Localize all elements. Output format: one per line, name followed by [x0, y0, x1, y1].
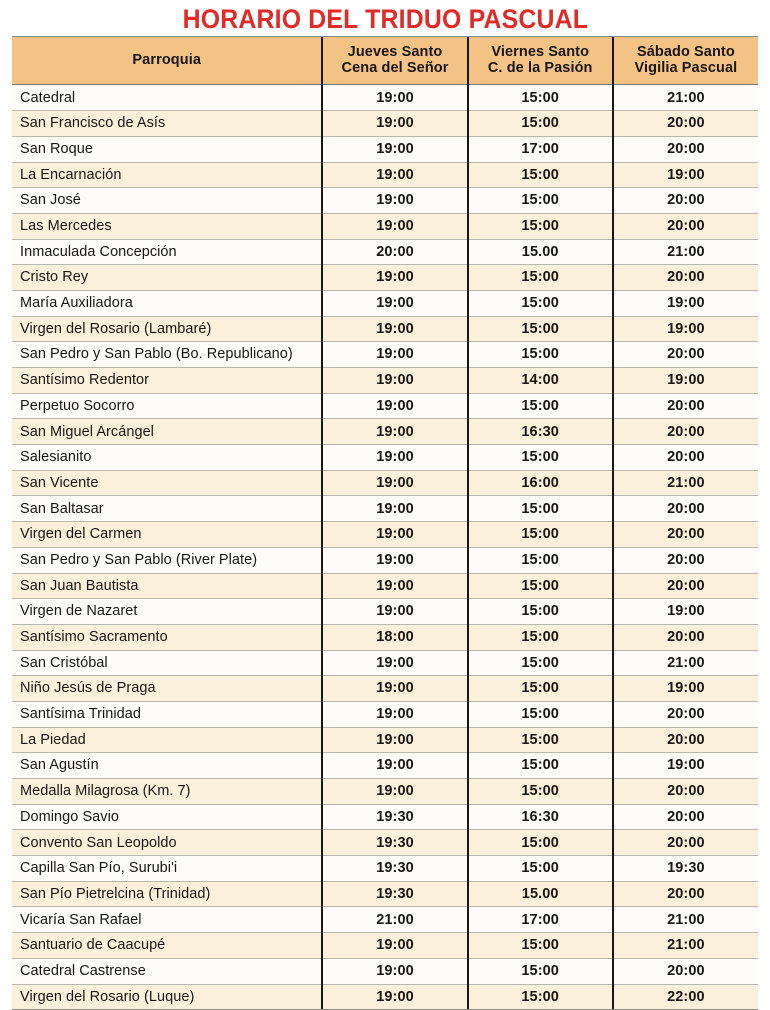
table-header: [12, 37, 758, 85]
cell-viernes-santo: 15:00: [468, 316, 613, 342]
cell-parroquia: La Encarnación: [12, 162, 322, 188]
table-row: [12, 470, 758, 496]
cell-jueves-santo: 19:00: [322, 393, 467, 419]
table-row: [12, 881, 758, 907]
cell-viernes-santo: 15:00: [468, 522, 613, 548]
cell-viernes-santo: 15:00: [468, 650, 613, 676]
cell-parroquia: Domingo Savio: [12, 804, 322, 830]
cell-viernes-santo: 15:00: [468, 984, 613, 1009]
table-row: [12, 779, 758, 805]
cell-jueves-santo: 19:30: [322, 804, 467, 830]
cell-viernes-santo: 15:00: [468, 188, 613, 214]
table-body: [12, 85, 758, 1009]
cell-sabado-santo: 20:00: [613, 727, 758, 753]
cell-parroquia: Catedral Castrense: [12, 958, 322, 984]
cell-parroquia: Santísimo Sacramento: [12, 624, 322, 650]
cell-parroquia: San Juan Bautista: [12, 573, 322, 599]
cell-viernes-santo: 15.00: [468, 239, 613, 265]
cell-viernes-santo: 15:00: [468, 933, 613, 959]
cell-sabado-santo: 19:00: [613, 368, 758, 394]
cell-parroquia: Santísima Trinidad: [12, 701, 322, 727]
cell-viernes-santo: 17:00: [468, 907, 613, 933]
cell-viernes-santo: 15:00: [468, 547, 613, 573]
table-row: [12, 804, 758, 830]
table-row: [12, 316, 758, 342]
cell-jueves-santo: 19:00: [322, 701, 467, 727]
cell-viernes-santo: 15:00: [468, 85, 613, 111]
table-row: [12, 368, 758, 394]
cell-viernes-santo: 14:00: [468, 368, 613, 394]
table-row: [12, 239, 758, 265]
page-title: HORARIO DEL TRIDUO PASCUAL: [182, 3, 588, 34]
cell-jueves-santo: 19:00: [322, 162, 467, 188]
table-row: [12, 958, 758, 984]
table-row: [12, 727, 758, 753]
cell-jueves-santo: 21:00: [322, 907, 467, 933]
cell-parroquia: Virgen de Nazaret: [12, 599, 322, 625]
cell-sabado-santo: 20:00: [613, 111, 758, 137]
cell-jueves-santo: 19:00: [322, 522, 467, 548]
cell-parroquia: Catedral: [12, 85, 322, 111]
cell-sabado-santo: 19:00: [613, 290, 758, 316]
table-row: [12, 650, 758, 676]
cell-parroquia: San Pedro y San Pablo (River Plate): [12, 547, 322, 573]
cell-parroquia: Inmaculada Concepción: [12, 239, 322, 265]
cell-sabado-santo: 20:00: [613, 136, 758, 162]
cell-parroquia: Cristo Rey: [12, 265, 322, 291]
table-row: [12, 547, 758, 573]
cell-sabado-santo: 20:00: [613, 393, 758, 419]
cell-sabado-santo: 19:00: [613, 599, 758, 625]
cell-sabado-santo: 20:00: [613, 830, 758, 856]
table-row: [12, 676, 758, 702]
column-header-parroquia: [12, 37, 322, 85]
title-bar: [0, 0, 770, 36]
table-row: [12, 342, 758, 368]
cell-parroquia: Medalla Milagrosa (Km. 7): [12, 779, 322, 805]
cell-jueves-santo: 19:00: [322, 265, 467, 291]
cell-jueves-santo: 20:00: [322, 239, 467, 265]
cell-parroquia: Virgen del Rosario (Luque): [12, 984, 322, 1009]
cell-sabado-santo: 21:00: [613, 907, 758, 933]
cell-viernes-santo: 15:00: [468, 830, 613, 856]
cell-viernes-santo: 17:00: [468, 136, 613, 162]
cell-sabado-santo: 21:00: [613, 470, 758, 496]
cell-viernes-santo: 15:00: [468, 265, 613, 291]
cell-jueves-santo: 19:00: [322, 111, 467, 137]
cell-parroquia: Virgen del Carmen: [12, 522, 322, 548]
table-row: [12, 701, 758, 727]
table-row: [12, 753, 758, 779]
schedule-table-container: [12, 36, 758, 1010]
table-row: [12, 624, 758, 650]
cell-viernes-santo: 15:00: [468, 213, 613, 239]
cell-sabado-santo: 19:30: [613, 856, 758, 882]
table-row: [12, 830, 758, 856]
cell-jueves-santo: 19:00: [322, 984, 467, 1009]
cell-jueves-santo: 19:00: [322, 933, 467, 959]
cell-viernes-santo: 15:00: [468, 111, 613, 137]
cell-sabado-santo: 20:00: [613, 804, 758, 830]
cell-sabado-santo: 20:00: [613, 624, 758, 650]
cell-sabado-santo: 20:00: [613, 779, 758, 805]
cell-sabado-santo: 20:00: [613, 265, 758, 291]
header-row: [12, 37, 758, 85]
cell-sabado-santo: 20:00: [613, 701, 758, 727]
cell-jueves-santo: 19:00: [322, 958, 467, 984]
cell-sabado-santo: 20:00: [613, 958, 758, 984]
cell-jueves-santo: 19:00: [322, 573, 467, 599]
cell-viernes-santo: 15:00: [468, 445, 613, 471]
cell-viernes-santo: 15:00: [468, 701, 613, 727]
cell-viernes-santo: 15:00: [468, 573, 613, 599]
cell-parroquia: San Cristóbal: [12, 650, 322, 676]
cell-parroquia: Perpetuo Socorro: [12, 393, 322, 419]
table-row: [12, 213, 758, 239]
cell-sabado-santo: 20:00: [613, 419, 758, 445]
table-row: [12, 419, 758, 445]
cell-jueves-santo: 19:00: [322, 599, 467, 625]
cell-viernes-santo: 15:00: [468, 162, 613, 188]
table-row: [12, 188, 758, 214]
column-header-viernes-santo: [468, 37, 613, 85]
cell-sabado-santo: 19:00: [613, 316, 758, 342]
cell-viernes-santo: 16:00: [468, 470, 613, 496]
table-row: [12, 933, 758, 959]
cell-parroquia: San Agustín: [12, 753, 322, 779]
cell-parroquia: Virgen del Rosario (Lambaré): [12, 316, 322, 342]
table-row: [12, 162, 758, 188]
cell-jueves-santo: 19:00: [322, 368, 467, 394]
cell-jueves-santo: 19:00: [322, 290, 467, 316]
cell-viernes-santo: 15:00: [468, 290, 613, 316]
cell-viernes-santo: 15:00: [468, 342, 613, 368]
cell-jueves-santo: 19:00: [322, 445, 467, 471]
table-row: [12, 573, 758, 599]
cell-jueves-santo: 19:00: [322, 470, 467, 496]
cell-sabado-santo: 20:00: [613, 496, 758, 522]
cell-parroquia: San José: [12, 188, 322, 214]
cell-parroquia: San Vicente: [12, 470, 322, 496]
cell-jueves-santo: 19:00: [322, 547, 467, 573]
cell-parroquia: Niño Jesús de Praga: [12, 676, 322, 702]
cell-jueves-santo: 19:00: [322, 342, 467, 368]
column-header-jueves-line2: Cena del Señor: [341, 60, 449, 77]
cell-sabado-santo: 21:00: [613, 650, 758, 676]
cell-parroquia: Las Mercedes: [12, 213, 322, 239]
cell-sabado-santo: 20:00: [613, 188, 758, 214]
table-row: [12, 445, 758, 471]
cell-jueves-santo: 19:00: [322, 676, 467, 702]
table-row: [12, 907, 758, 933]
cell-parroquia: Santuario de Caacupé: [12, 933, 322, 959]
cell-parroquia: San Pedro y San Pablo (Bo. Republicano): [12, 342, 322, 368]
cell-jueves-santo: 19:30: [322, 881, 467, 907]
table-row: [12, 136, 758, 162]
table-row: [12, 290, 758, 316]
cell-viernes-santo: 15:00: [468, 779, 613, 805]
cell-jueves-santo: 19:00: [322, 419, 467, 445]
cell-jueves-santo: 18:00: [322, 624, 467, 650]
cell-parroquia: Capilla San Pío, Surubi'i: [12, 856, 322, 882]
cell-viernes-santo: 16:30: [468, 804, 613, 830]
table-row: [12, 599, 758, 625]
column-header-sabado-line1: Sábado Santo: [636, 44, 735, 60]
cell-sabado-santo: 20:00: [613, 881, 758, 907]
cell-sabado-santo: 20:00: [613, 445, 758, 471]
table-row: [12, 856, 758, 882]
cell-sabado-santo: 21:00: [613, 85, 758, 111]
cell-jueves-santo: 19:00: [322, 85, 467, 111]
column-header-viernes-line1: Viernes Santo: [491, 44, 590, 60]
cell-parroquia: San Pío Pietrelcina (Trinidad): [12, 881, 322, 907]
cell-sabado-santo: 19:00: [613, 676, 758, 702]
table-row: [12, 496, 758, 522]
cell-viernes-santo: 15:00: [468, 753, 613, 779]
cell-sabado-santo: 20:00: [613, 522, 758, 548]
cell-parroquia: María Auxiliadora: [12, 290, 322, 316]
schedule-table: [12, 37, 758, 1009]
cell-viernes-santo: 15:00: [468, 393, 613, 419]
cell-viernes-santo: 15:00: [468, 676, 613, 702]
cell-jueves-santo: 19:00: [322, 650, 467, 676]
cell-jueves-santo: 19:00: [322, 753, 467, 779]
cell-parroquia: Salesianito: [12, 445, 322, 471]
column-header-sabado-line2: Vigilia Pascual: [634, 60, 738, 77]
table-row: [12, 111, 758, 137]
cell-jueves-santo: 19:30: [322, 830, 467, 856]
cell-sabado-santo: 22:00: [613, 984, 758, 1009]
cell-sabado-santo: 19:00: [613, 162, 758, 188]
column-header-jueves-line1: Jueves Santo: [347, 44, 443, 60]
cell-jueves-santo: 19:00: [322, 727, 467, 753]
cell-viernes-santo: 15:00: [468, 496, 613, 522]
table-row: [12, 85, 758, 111]
cell-jueves-santo: 19:00: [322, 136, 467, 162]
cell-parroquia: La Piedad: [12, 727, 322, 753]
column-header-parroquia-line1: Parroquia: [132, 52, 201, 69]
cell-sabado-santo: 19:00: [613, 753, 758, 779]
cell-parroquia: San Francisco de Asís: [12, 111, 322, 137]
cell-viernes-santo: 15:00: [468, 958, 613, 984]
table-row: [12, 265, 758, 291]
column-header-viernes-line2: C. de la Pasión: [487, 60, 593, 77]
cell-parroquia: San Roque: [12, 136, 322, 162]
table-row: [12, 522, 758, 548]
cell-parroquia: Vicaría San Rafael: [12, 907, 322, 933]
cell-jueves-santo: 19:00: [322, 496, 467, 522]
column-header-sabado-santo: [613, 37, 758, 85]
cell-jueves-santo: 19:00: [322, 316, 467, 342]
cell-jueves-santo: 19:00: [322, 779, 467, 805]
table-row: [12, 984, 758, 1009]
table-row: [12, 393, 758, 419]
cell-viernes-santo: 16:30: [468, 419, 613, 445]
cell-viernes-santo: 15:00: [468, 624, 613, 650]
cell-sabado-santo: 20:00: [613, 342, 758, 368]
cell-parroquia: Convento San Leopoldo: [12, 830, 322, 856]
cell-jueves-santo: 19:00: [322, 188, 467, 214]
cell-parroquia: San Miguel Arcángel: [12, 419, 322, 445]
cell-sabado-santo: 20:00: [613, 547, 758, 573]
cell-sabado-santo: 21:00: [613, 239, 758, 265]
cell-sabado-santo: 21:00: [613, 933, 758, 959]
cell-viernes-santo: 15:00: [468, 599, 613, 625]
cell-parroquia: Santísimo Redentor: [12, 368, 322, 394]
cell-sabado-santo: 20:00: [613, 213, 758, 239]
cell-viernes-santo: 15.00: [468, 881, 613, 907]
cell-jueves-santo: 19:30: [322, 856, 467, 882]
cell-viernes-santo: 15:00: [468, 727, 613, 753]
cell-viernes-santo: 15:00: [468, 856, 613, 882]
cell-sabado-santo: 20:00: [613, 573, 758, 599]
column-header-jueves-santo: [322, 37, 467, 85]
cell-jueves-santo: 19:00: [322, 213, 467, 239]
cell-parroquia: San Baltasar: [12, 496, 322, 522]
